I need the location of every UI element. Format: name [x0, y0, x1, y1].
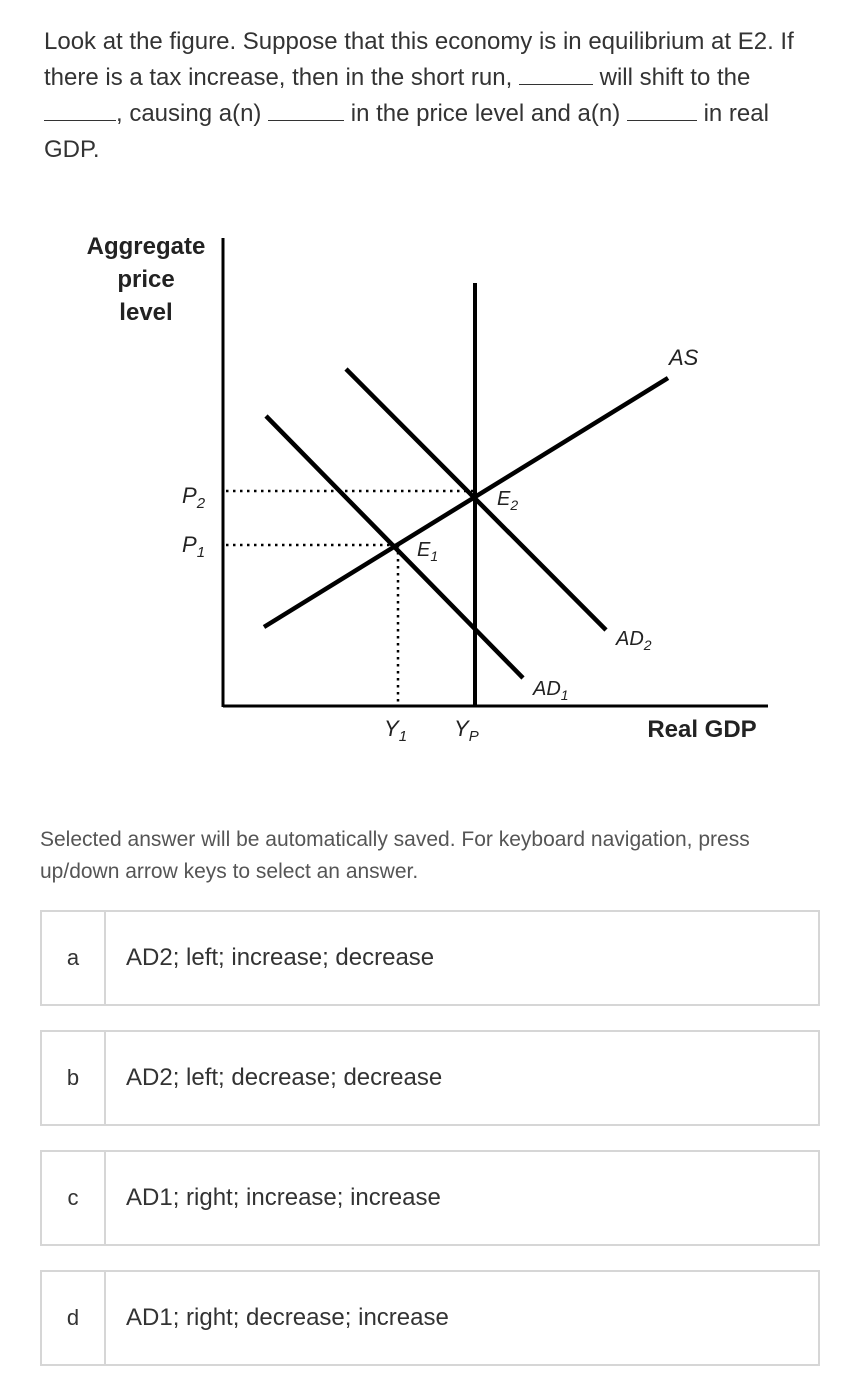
y-axis-label-line1: Aggregate [86, 233, 206, 260]
answer-blank [519, 62, 593, 85]
question-part: in real GDP. [44, 100, 769, 163]
e2-label: $E_2$ [497, 488, 519, 513]
question-part: will shift to the [592, 64, 751, 91]
answer-blank [627, 98, 697, 121]
question-part: , causing a(n) [116, 100, 269, 127]
option-letter: c [42, 1152, 106, 1244]
question-part: in the price level and a(n) [344, 100, 627, 127]
ad2-label: $AD_2$ [616, 628, 652, 653]
answer-option-a[interactable] [40, 910, 820, 1006]
as-label: AS [669, 345, 699, 370]
answer-option-d[interactable] [40, 1270, 820, 1366]
option-text: AD2; left; increase; decrease [126, 944, 435, 971]
x-axis-label: Real GDP [647, 716, 757, 743]
ad1-label: $AD_1$ [533, 678, 569, 703]
answer-blank [268, 98, 344, 121]
option-text: AD2; left; decrease; decrease [126, 1064, 443, 1091]
yp-label: $Y_P$ [454, 716, 479, 745]
answer-option-c[interactable] [40, 1150, 820, 1246]
p2-label: $P_2$ [182, 483, 206, 512]
ad1-curve [266, 416, 523, 678]
option-text: AD1; right; decrease; increase [126, 1304, 449, 1331]
option-letter: d [42, 1272, 106, 1364]
question-part: Look at the figure. Suppose that this economy is in equilibrium at E2. If there is a tax increase, then in the short run, [44, 28, 794, 91]
question-text [44, 24, 814, 168]
y1-label: $Y_1$ [384, 716, 408, 745]
answer-option-b[interactable] [40, 1030, 820, 1126]
ad-as-figure [0, 220, 863, 780]
answer-blank [44, 98, 116, 121]
option-letter: b [42, 1032, 106, 1124]
y-axis-label-line3: level [119, 299, 173, 326]
as-curve [264, 378, 668, 627]
y-axis-label-line2: price [117, 266, 175, 293]
option-text: AD1; right; increase; increase [126, 1184, 441, 1211]
e1-label: $E_1$ [417, 539, 439, 564]
p1-label: $P_1$ [182, 532, 206, 561]
option-letter: a [42, 912, 106, 1004]
instructions-text: Selected answer will be automatically saved. For keyboard navigation, press up/down arrow keys to select an answer. [40, 828, 750, 883]
